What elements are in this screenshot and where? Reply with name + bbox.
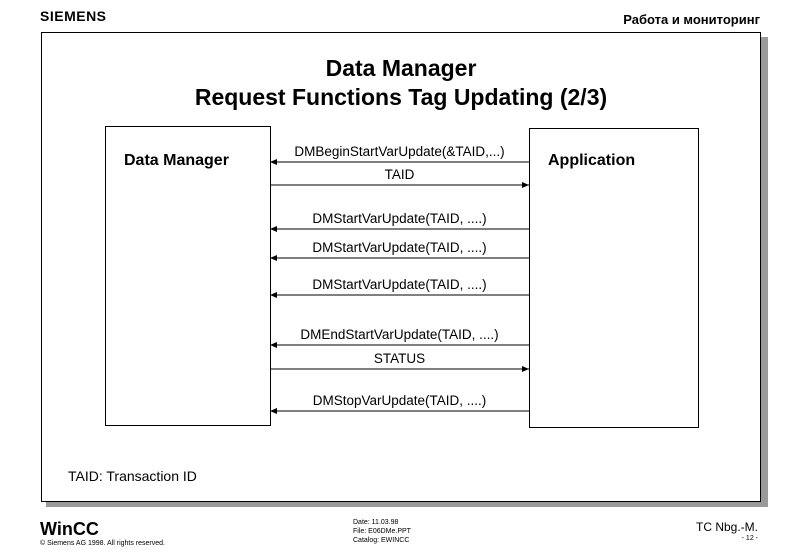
data-manager-label: Data Manager [124,152,229,169]
arrowhead-icon [270,226,277,232]
footer-meta [353,518,411,545]
footer-org: TC Nbg.-M. [695,520,758,534]
taid-note: TAID: Transaction ID [68,468,197,484]
arrowhead-icon [522,366,529,372]
arrowhead-icon [270,159,277,165]
arrowhead-icon [270,408,277,414]
application-label: Application [548,152,636,169]
message-label: DMBeginStartVarUpdate(&TAID,...) [294,144,505,159]
footer-right [696,522,758,544]
message-label: DMEndStartVarUpdate(TAID, ....) [300,327,499,342]
page-number: - 12 - [741,535,758,542]
message-label: TAID [384,167,415,182]
message-label: STATUS [373,351,426,366]
slide-title: Data Manager [325,55,477,81]
arrowhead-icon [270,255,277,261]
arrowhead-icon [270,292,277,298]
message-label: DMStartVarUpdate(TAID, ....) [312,277,487,292]
footer-catalog: Catalog: EWINCC [353,537,410,544]
wincc-product: WinCC [40,519,99,539]
footer-file: File: E06DMe.PPT [353,528,411,535]
message-label: DMStartVarUpdate(TAID, ....) [312,211,487,226]
footer-left [40,520,165,547]
footer-date: Date: 11.03.98 [353,519,399,526]
siemens-logo: SIEMENS [40,8,107,24]
slide-subtitle: Request Functions Tag Updating (2/3) [194,84,608,110]
arrowhead-icon [522,182,529,188]
arrowhead-icon [270,342,277,348]
copyright: © Siemens AG 1998. All rights reserved. [40,540,165,547]
message-label: DMStopVarUpdate(TAID, ....) [312,393,487,408]
message-label: DMStartVarUpdate(TAID, ....) [312,240,487,255]
section-title: Работа и мониторинг [623,12,760,27]
